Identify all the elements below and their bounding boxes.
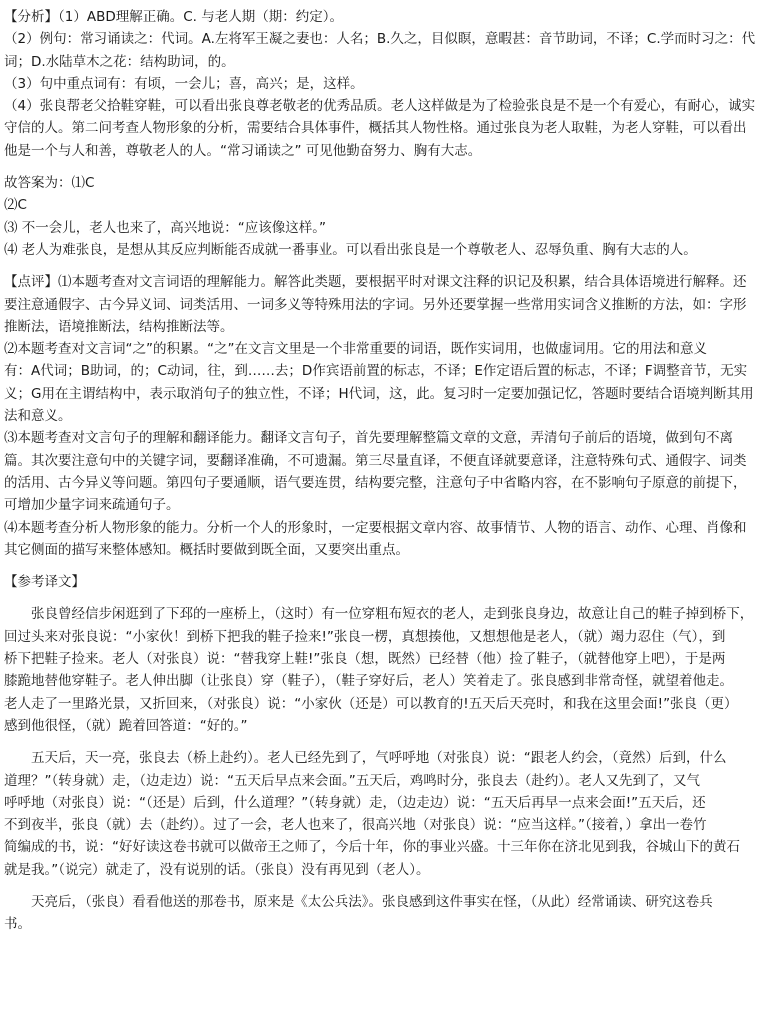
translation-paragraph	[4, 603, 776, 737]
comment-line: 篇。其次要注意句中的关键字词，要翻译准确，不可遗漏。第三尽量直译，不便直译就要意译，注意特殊句式、通假字、词类	[4, 452, 747, 469]
analysis-line: 【分析】（1）ABD理解正确。C. 与老人期（期：约定）。	[4, 9, 343, 25]
analysis-section	[4, 6, 776, 162]
comment-section	[4, 271, 776, 561]
translation-line: 不到夜半，张良（就）去（赴约）。过了一会，老人也来了，很高兴地（对张良）说：“应当这样。”（接着，）拿出一卷竹	[4, 817, 707, 834]
comment-line: 的活用、古今异义等问题。第四句子要通顺，语气要连贯，结构要完整，注意句子中省略内容，在不影响句子原意的前提下，	[4, 474, 747, 491]
comment-line: 可增加少量字词来疏通句子。	[4, 497, 180, 514]
comment-line: ⑵本题考查对文言词“之”的积累。“之”在文言文里是一个非常重要的词语，既作实词用，也做虚词用。它的用法和意义	[4, 341, 707, 358]
translation-line: 张良曾经信步闲逛到了下邳的一座桥上，（这时）有一位穿粗布短衣的老人，走到张良身边，故意让自己的鞋子掉到桥下，	[31, 606, 754, 623]
analysis-line: 守信的人。第二问考查人物形象的分析，需要结合具体事件，概括其人物性格。通过张良为老人取鞋，为老人穿鞋，可以看出	[4, 120, 747, 137]
analysis-line: （3）句中重点词有：有顷，一会儿；喜，高兴；是，这样。	[4, 75, 364, 92]
analysis-line: 词；D.水陆草木之花：结构助词，的。	[4, 53, 235, 70]
translation-section	[4, 571, 776, 935]
translation-line: 书。	[4, 916, 31, 933]
translation-heading: 【参考译文】	[4, 574, 85, 591]
comment-line: 法和意义。	[4, 408, 72, 425]
translation-line: 桥下把鞋子捡来。老人（对张良）说：“替我穿上鞋!”张良（想，既然）已经替（他）捡了鞋子，（就替他穿上吧），于是两	[4, 651, 726, 668]
translation-line: 简编成的书，说：“好好读这卷书就可以做帝王之师了，今后十年，你的事业兴盛。十三年你在济北见到我，谷城山下的黄石	[4, 839, 740, 856]
answer-line: ⑷ 老人为难张良，是想从其反应判断能否成就一番事业。可以看出张良是一个尊敬老人、忍辱负重、胸有大志的人。	[4, 241, 697, 258]
answer-section	[4, 172, 776, 261]
translation-paragraph	[4, 891, 776, 936]
comment-line: 【点评】⑴本题考查对文言词语的理解能力。解答此类题，要根据平时对课文注释的识记及积累，结合具体语境进行解释。还	[4, 274, 747, 291]
comment-line: 要注意通假字、古今异义词、词类活用、一词多义等特殊用法的字词。另外还要掌握一些常用实词含义推断的方法，如：字形	[4, 296, 747, 313]
analysis-line: 他是一个与人和善，尊敬老人的人。“常习诵读之” 可见他勤奋努力、胸有大志。	[4, 142, 482, 159]
analysis-line: （4）张良帮老父拾鞋穿鞋，可以看出张良尊老敬老的优秀品质。老人这样做是为了检验张良是不是一个有爱心，有耐心，诚实	[4, 98, 756, 115]
comment-line: 义；G用在主谓结构中，表示取消句子的独立性，不译；H代词，这，此。复习时一定要加强记忆，答题时要结合语境判断其用	[4, 385, 754, 402]
comment-line: 其它侧面的描写来整体感知。概括时要做到既全面，又要突出重点。	[4, 541, 409, 558]
translation-line: 天亮后，（张良）看看他送的那卷书，原来是《太公兵法》。张良感到这件事实在怪，（从此）经常诵读、研究这卷兵	[31, 893, 713, 910]
analysis-line: （2）例句：常习诵读之：代词。A.左将军王凝之妻也：人名；B.久之，目似瞑，意暇甚：音节助词，不译；C.学而时习之：代	[4, 31, 756, 48]
translation-line: 感到他很怪，（就）跪着回答道：“好的。”	[4, 717, 248, 734]
translation-line: 膝跪地替他穿鞋子。老人伸出脚（让张良）穿（鞋子），（鞋子穿好后，老人）笑着走了。张良感到非常奇怪，就望着他走。	[4, 673, 733, 690]
translation-line: 就是我。”（说完）就走了，没有说别的话。（张良）没有再见到（老人）。	[4, 861, 430, 878]
comment-line: ⑷本题考查分析人物形象的能力。分析一个人的形象时，一定要根据文章内容、故事情节、人物的语言、动作、心理、肖像和	[4, 519, 747, 536]
comment-line: 推断法，语境推断法，结构推断法等。	[4, 318, 234, 335]
translation-paragraph	[4, 747, 776, 881]
answer-line: ⑶ 不一会儿，老人也来了，高兴地说：“应该像这样。”	[4, 219, 327, 236]
translation-line: 道理？”（转身就）走，（边走边）说：“五天后早点来会面。”五天后，鸡鸣时分，张良去（赴约）。老人又先到了，又气	[4, 772, 700, 789]
translation-line: 五天后，天一亮，张良去（桥上赴约）。老人已经先到了，气呼呼地（对张良）说：“跟老人约会，（竟然）后到，什么	[31, 750, 727, 767]
comment-line: 有：A代词；B助词，的；C动词，往，到……去；D作宾语前置的标志，不译；E作定语后置的标志，不译；F调整音节，无实	[4, 363, 748, 380]
comment-line: ⑶本题考查对文言句子的理解和翻译能力。翻译文言句子，首先要理解整篇文章的文意，弄清句子前后的语境，做到句不离	[4, 430, 733, 447]
translation-line: 老人走了一里路光景，又折回来，（对张良）说：“小家伙（还是）可以教育的!五天后天亮时，和我在这里会面!”张良（更）	[4, 695, 738, 712]
answer-line: ⑵C	[4, 197, 27, 214]
translation-line: 呼呼地（对张良）说：“（还是）后到，什么道理？”（转身就）走，（边走边）说：“五天后再早一点来会面!”五天后，还	[4, 794, 706, 811]
translation-line: 回过头来对张良说：“小家伙！到桥下把我的鞋子捡来!”张良一楞，真想揍他，又想想他是老人，（就）竭力忍住（气），到	[4, 628, 726, 645]
answer-line: 故答案为：⑴C	[4, 175, 95, 192]
